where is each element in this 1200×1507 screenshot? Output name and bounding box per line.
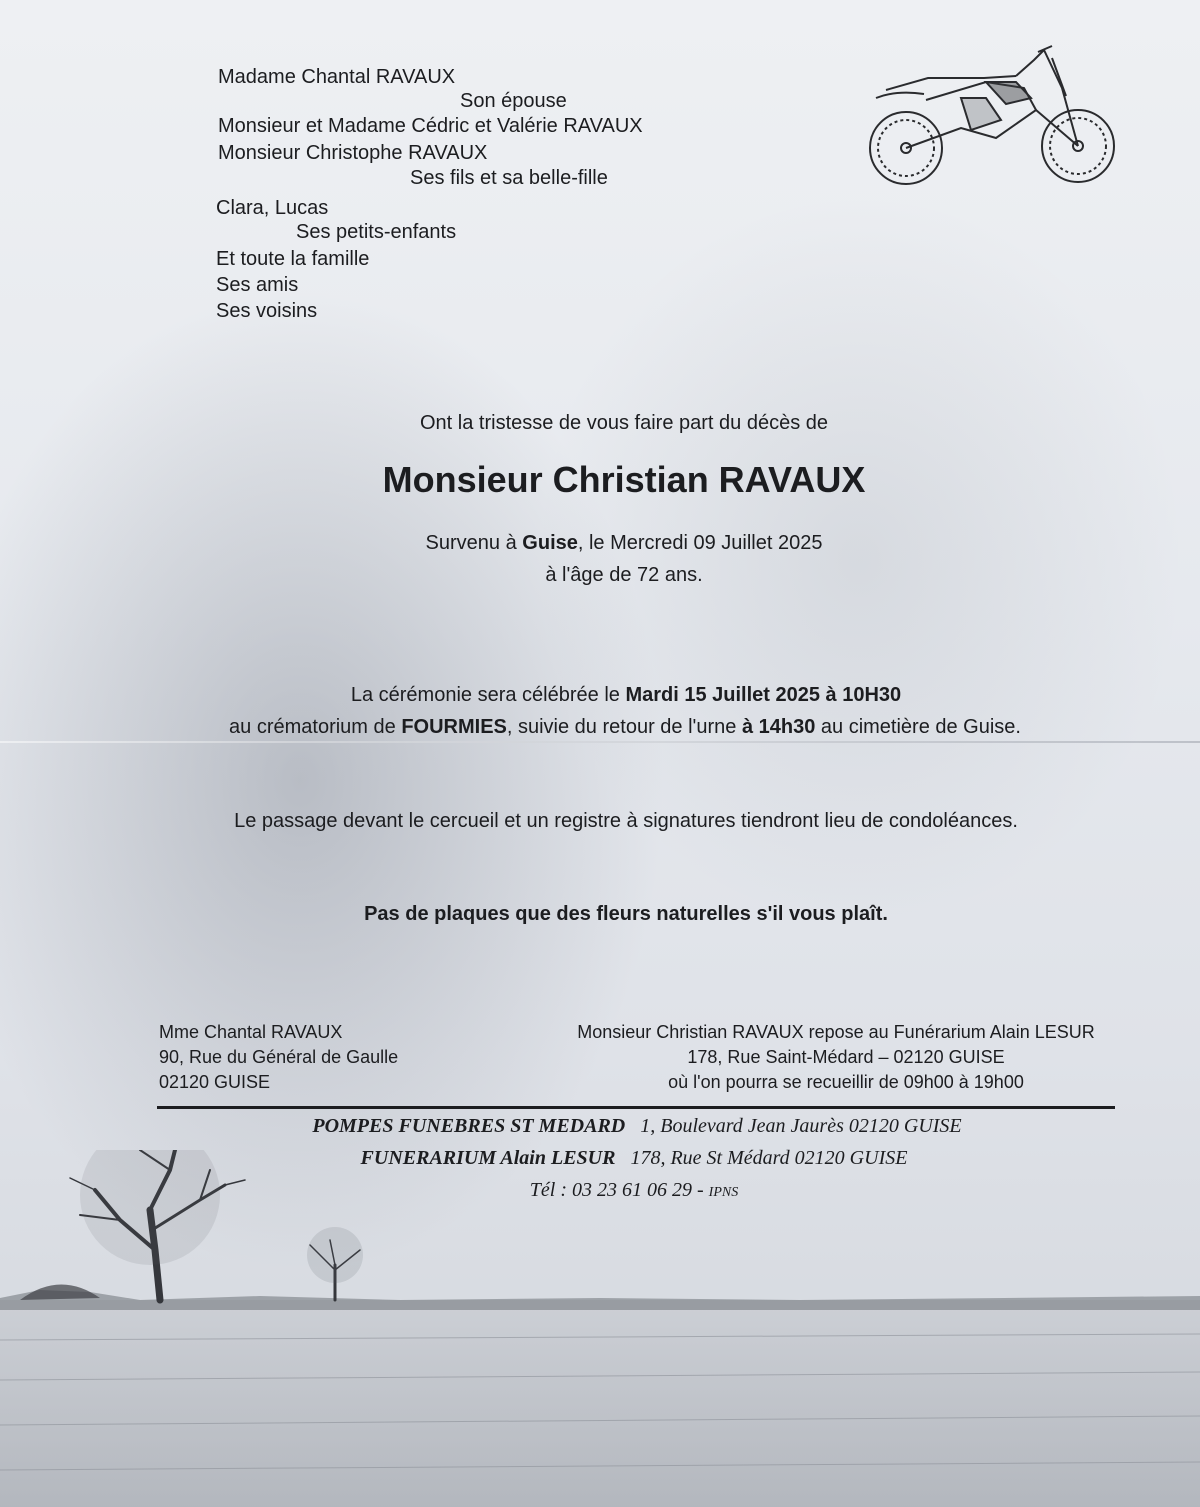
motocross-bike-icon: [866, 38, 1122, 194]
winter-landscape-tree-icon: [0, 1150, 1200, 1507]
paper-fold-line: [0, 741, 1200, 743]
flowers-note: Pas de plaques que des fleurs naturelles s'il vous plaît.: [364, 903, 888, 925]
ceremony-date-line: La cérémonie sera célébrée le Mardi 15 Juillet 2025 à 10H30: [350, 684, 902, 706]
address-right-line3: où l'on pourra se recueillir de 09h00 à 19h00: [668, 1072, 1024, 1092]
family-role-grandchildren: Ses petits-enfants: [296, 221, 457, 243]
family-line-friends: Ses amis: [216, 274, 299, 296]
address-left-city: 02120 GUISE: [159, 1072, 271, 1092]
age-line: à l'âge de 72 ans.: [545, 564, 703, 586]
deceased-name: Monsieur Christian RAVAUX: [382, 459, 866, 500]
death-date-line: Survenu à Guise, le Mercredi 09 Juillet 2025: [425, 532, 823, 554]
family-line-family: Et toute la famille: [216, 248, 370, 270]
footer-funeral-services: POMPES FUNEBRES ST MEDARD 1, Boulevard Jean Jaurès 02120 GUISE: [312, 1115, 962, 1137]
family-line-sons-2: Monsieur Christophe RAVAUX: [218, 142, 488, 164]
address-left-name: Mme Chantal RAVAUX: [159, 1022, 343, 1042]
intro-text: Ont la tristesse de vous faire part du décès de: [420, 412, 828, 434]
footer-phone: Tél : 03 23 61 06 29 - IPNS: [529, 1179, 739, 1201]
footer-funerarium: FUNERARIUM Alain LESUR 178, Rue St Médard 02120 GUISE: [360, 1147, 908, 1169]
condolences-note: Le passage devant le cercueil et un registre à signatures tiendront lieu de condoléances.: [234, 810, 1018, 832]
footer-divider: [157, 1106, 1115, 1109]
address-left-street: 90, Rue du Général de Gaulle: [159, 1047, 399, 1067]
family-line-neighbours: Ses voisins: [216, 300, 318, 322]
family-line-widow: Madame Chantal RAVAUX: [218, 66, 456, 88]
death-place: Guise: [522, 532, 578, 554]
ceremony-place-line: au crématorium de FOURMIES, suivie du retour de l'urne à 14h30 au cimetière de Guise.: [229, 716, 1021, 738]
address-right-line1: Monsieur Christian RAVAUX repose au Funérarium Alain LESUR: [577, 1022, 1095, 1042]
family-role-sons: Ses fils et sa belle-fille: [410, 167, 608, 189]
address-right-line2: 178, Rue Saint-Médard – 02120 GUISE: [687, 1047, 1005, 1067]
family-role-spouse: Son épouse: [460, 90, 567, 112]
family-line-sons-1: Monsieur et Madame Cédric et Valérie RAVAUX: [218, 115, 643, 137]
family-line-grandchildren: Clara, Lucas: [216, 197, 329, 219]
